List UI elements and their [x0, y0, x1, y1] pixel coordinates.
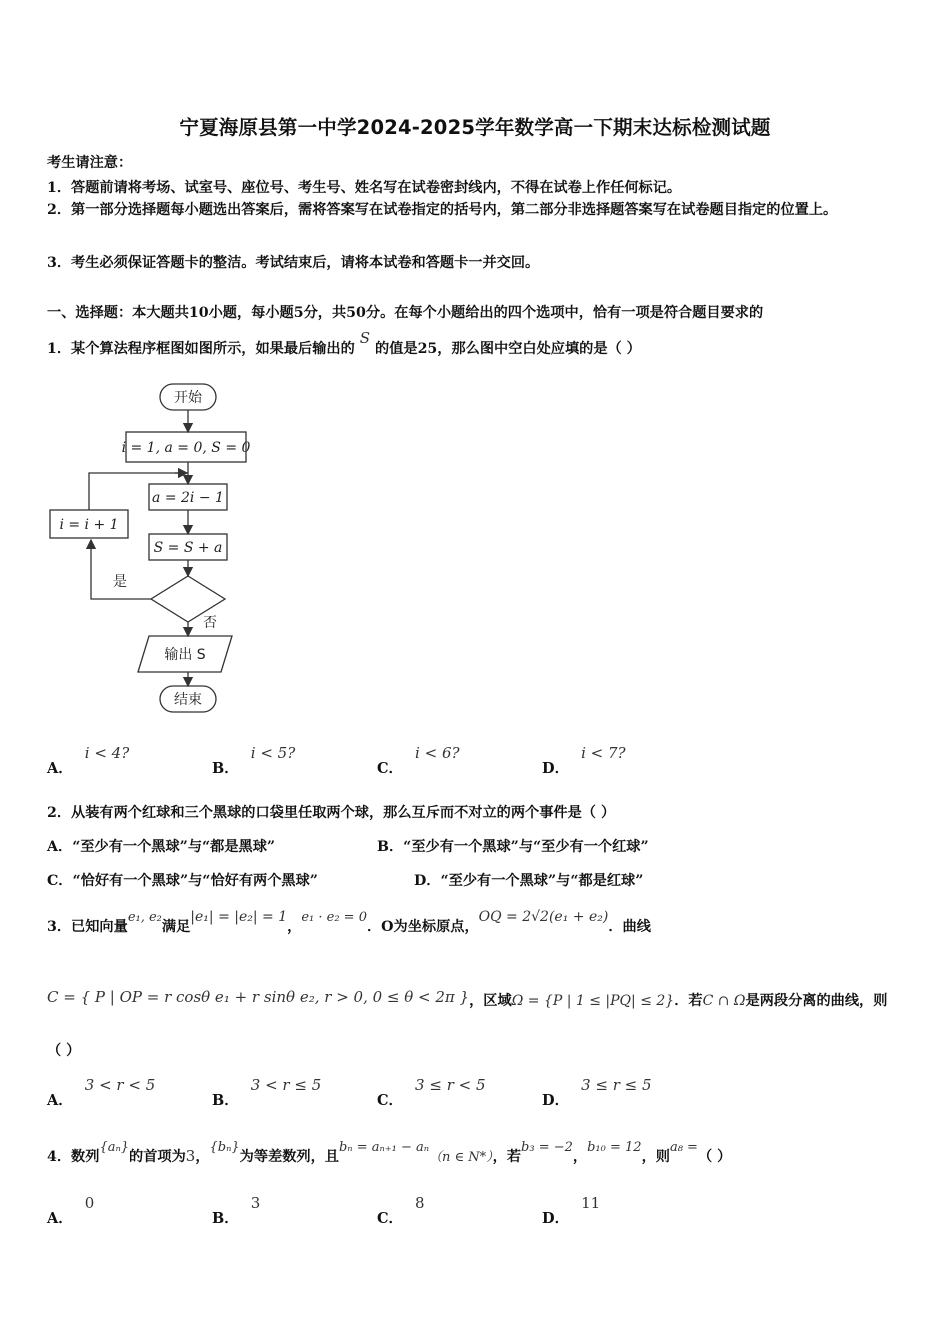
q4-seq-a: {aₙ}: [99, 1140, 129, 1155]
q3-option-b[interactable]: B．3 < r ≤ 5: [212, 1076, 322, 1109]
q4-domain: （n ∈ N*）: [429, 1150, 493, 1165]
q1-stem-post: 的值是25，那么图中空白处应填的是（ ）: [375, 341, 641, 357]
q4-first-term: 3: [185, 1147, 196, 1165]
section-heading: 一、选择题：本大题共10小题，每小题5分，共50分。在每个小题给出的四个选项中，恰有一项是符合题目要求的: [47, 305, 764, 321]
q1-stem-pre: 1．某个算法程序框图如图所示，如果最后输出的: [47, 341, 355, 357]
q4-option-d[interactable]: D．11: [542, 1194, 601, 1227]
flow-init-label: i = 1, a = 0, S = 0: [121, 440, 251, 456]
q4-option-c[interactable]: C．8: [377, 1194, 425, 1227]
q3-option-a[interactable]: A．3 < r < 5: [47, 1076, 156, 1109]
notice-item-3: 3．考生必须保证答题卡的整洁。考试结束后，请将本试卷和答题卡一并交回。: [47, 255, 540, 271]
notice-item-2: 2．第一部分选择题每小题选出答案后，需将答案写在试卷指定的括号内，第二部分非选择题答案写在试卷题目指定的位置上。: [47, 202, 838, 218]
q2-option-d[interactable]: D．“至少有一个黑球”与“都是红球”: [414, 873, 644, 889]
q3-norm-condition: |e₁| = |e₂| = 1: [190, 909, 288, 925]
q3-option-c[interactable]: C．3 ≤ r < 5: [377, 1076, 486, 1109]
q3-stem-line1: 3．已知向量e₁, e₂满足|e₁| = |e₂| = 1，e₁ · e₂ = 0．O为坐标原点，OQ = 2√2(e₁ + e₂)．曲线: [47, 909, 651, 935]
q2-option-a[interactable]: A．“至少有一个黑球”与“都是黑球”: [47, 839, 276, 855]
q4-option-a[interactable]: A．0: [47, 1194, 95, 1227]
q3-option-d[interactable]: D．3 ≤ r ≤ 5: [542, 1076, 652, 1109]
q3-curve-set: C = { P | OP = r cosθ e₁ + r sinθ e₂, r > 0, 0 ≤ θ < 2π }: [47, 988, 470, 1006]
q3-oq-vector: OQ = 2√2(e₁ + e₂): [478, 909, 609, 925]
q2-stem: 2．从装有两个红球和三个黑球的口袋里任取两个球，那么互斥而不对立的两个事件是（ ）: [47, 805, 616, 821]
q4-b10: b₁₀ = 12: [587, 1140, 642, 1155]
q1-stem-var: S: [359, 329, 371, 347]
exam-title: 宁夏海原县第一中学2024-2025学年数学高一下期末达标检测试题: [179, 116, 771, 139]
q3-intersection: C ∩ Ω: [702, 993, 746, 1009]
q4-option-b[interactable]: B．3: [212, 1194, 261, 1227]
notice-item-1: 1．答题前请将考场、试室号、座位号、考生号、姓名写在试卷密封线内，不得在试卷上作任何标记。: [47, 180, 682, 196]
q1-stem: [47, 329, 641, 358]
q4-stem: 4．数列{aₙ}的首项为3，{bₙ}为等差数列，且bₙ = aₙ₊₁ − aₙ（n ∈ N*），若b₃ = −2，b₁₀ = 12，则a₈ =（ ）: [47, 1140, 732, 1165]
flow-step-a-label: a = 2i − 1: [152, 490, 224, 506]
q4-a8: a₈ =: [669, 1140, 698, 1155]
flow-output-label: 输出 S: [164, 647, 206, 663]
q3-paren: （ ）: [47, 1043, 81, 1059]
q4-b3: b₃ = −2: [521, 1140, 573, 1155]
q1-option-a[interactable]: A．i < 4?: [47, 744, 130, 777]
q1-option-b[interactable]: B．i < 5?: [212, 744, 296, 777]
flow-end-label: 结束: [174, 692, 202, 708]
flow-yes-label: 是: [113, 574, 127, 590]
flow-inc-label: i = i + 1: [59, 517, 119, 533]
q2-option-b[interactable]: B．“至少有一个黑球”与“至少有一个红球”: [377, 839, 649, 855]
q1-option-d[interactable]: D．i < 7?: [542, 744, 626, 777]
q1-option-c[interactable]: C．i < 6?: [377, 744, 460, 777]
flowchart: [45, 380, 255, 720]
q3-dot-condition: e₁ · e₂ = 0: [301, 910, 367, 925]
q3-stem-line2: C = { P | OP = r cosθ e₁ + r sinθ e₂, r > 0, 0 ≤ θ < 2π }，区域Ω = {P | 1 ≤ |PQ| ≤ 2}．若C ∩ Ω是两段分离的曲线，则: [47, 988, 888, 1009]
q3-vectors: e₁, e₂: [127, 910, 162, 925]
flow-step-s-label: S = S + a: [153, 540, 223, 556]
flow-no-label: 否: [203, 615, 217, 631]
flow-start-label: 开始: [174, 390, 202, 406]
q4-seq-b: {bₙ}: [209, 1140, 240, 1155]
q4-relation: bₙ = aₙ₊₁ − aₙ: [338, 1140, 430, 1155]
q3-region: Ω = {P | 1 ≤ |PQ| ≤ 2}: [511, 993, 675, 1009]
notice-heading: 考生请注意：: [47, 155, 133, 171]
q2-option-c[interactable]: C．“恰好有一个黑球”与“恰好有两个黑球”: [47, 873, 318, 889]
